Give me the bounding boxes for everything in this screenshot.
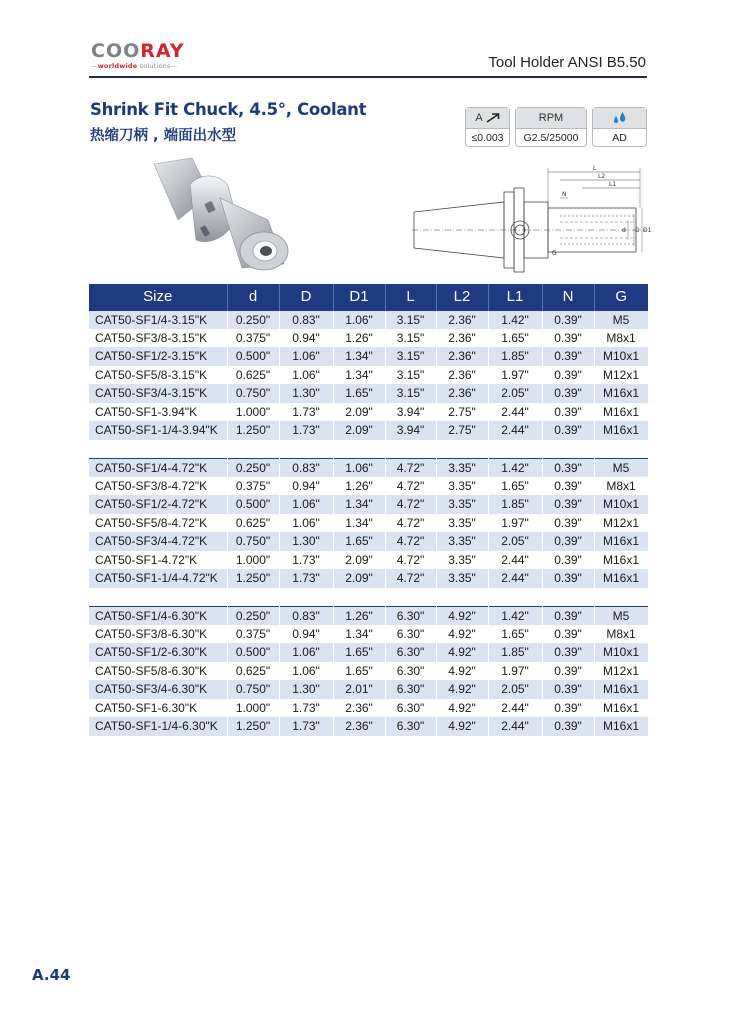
table-row [89,551,648,570]
column-header: D1 [333,284,385,310]
value-cell: 1.06" [279,514,333,533]
value-cell: 1.97" [488,662,542,681]
value-cell: 4.92" [436,680,488,699]
value-cell: 6.30" [385,717,436,736]
value-cell: 0.625" [227,366,279,385]
value-cell: 0.39" [542,680,594,699]
value-cell: 6.30" [385,643,436,662]
value-cell: 1.26" [333,477,385,496]
value-cell: 3.35" [436,477,488,496]
drawing-label-L: L [593,165,597,172]
size-cell: CAT50-SF1/4-4.72"K [89,458,227,477]
value-cell: 1.06" [279,347,333,366]
value-cell: 0.39" [542,403,594,422]
value-cell: 2.44" [488,421,542,440]
value-cell: 2.36" [333,717,385,736]
value-cell: 1.73" [279,403,333,422]
value-cell: M5 [594,458,648,477]
value-cell: 2.75" [436,421,488,440]
value-cell: 1.000" [227,403,279,422]
value-cell: M16x1 [594,569,648,588]
value-cell: 1.06" [279,643,333,662]
value-cell: 6.30" [385,699,436,718]
value-cell: 4.92" [436,717,488,736]
spacer-cell [89,588,648,607]
value-cell: M16x1 [594,421,648,440]
value-cell: 4.92" [436,606,488,625]
coolant-value: AD [593,128,646,147]
value-cell: 1.000" [227,551,279,570]
value-cell: 0.39" [542,458,594,477]
table-row [89,532,648,551]
size-cell: CAT50-SF1-6.30"K [89,699,227,718]
drawing-label-N: N [562,191,567,198]
column-header: L1 [488,284,542,310]
value-cell: 3.35" [436,569,488,588]
value-cell: 1.34" [333,347,385,366]
value-cell: 0.83" [279,458,333,477]
value-cell: 4.72" [385,532,436,551]
drawing-label-G: G [552,250,557,257]
coolant-badge [592,107,647,147]
column-header: Size [89,284,227,310]
value-cell: M16x1 [594,680,648,699]
value-cell: 1.97" [488,366,542,385]
value-cell: 2.36" [436,329,488,348]
column-header: d [227,284,279,310]
value-cell: 0.500" [227,495,279,514]
value-cell: 4.72" [385,477,436,496]
size-cell: CAT50-SF1/2-4.72"K [89,495,227,514]
value-cell: 1.06" [279,662,333,681]
value-cell: 0.375" [227,329,279,348]
value-cell: 6.30" [385,606,436,625]
value-cell: M16x1 [594,717,648,736]
column-header: N [542,284,594,310]
size-cell: CAT50-SF1-1/4-6.30"K [89,717,227,736]
value-cell: 3.15" [385,329,436,348]
value-cell: 2.05" [488,680,542,699]
value-cell: 4.72" [385,458,436,477]
value-cell: M12x1 [594,662,648,681]
size-cell: CAT50-SF1-3.94"K [89,403,227,422]
value-cell: 4.92" [436,625,488,644]
value-cell: 1.34" [333,366,385,385]
value-cell: M5 [594,310,648,329]
rpm-label: RPM [516,108,586,128]
size-cell: CAT50-SF5/8-3.15"K [89,366,227,385]
column-header: D [279,284,333,310]
value-cell: 0.39" [542,495,594,514]
value-cell: 0.39" [542,421,594,440]
table-row [89,625,648,644]
value-cell: 1.06" [279,366,333,385]
value-cell: 4.92" [436,643,488,662]
value-cell: M5 [594,606,648,625]
table-header-row [89,284,648,310]
value-cell: 1.34" [333,495,385,514]
table-row [89,717,648,736]
table-row [89,569,648,588]
size-cell: CAT50-SF1/2-6.30"K [89,643,227,662]
value-cell: 1.73" [279,717,333,736]
value-cell: 1.000" [227,699,279,718]
value-cell: 0.39" [542,310,594,329]
value-cell: 2.36" [436,347,488,366]
value-cell: 1.65" [488,625,542,644]
value-cell: 1.65" [488,477,542,496]
size-cell: CAT50-SF3/8-3.15"K [89,329,227,348]
company-logo [91,42,203,72]
value-cell: 6.30" [385,662,436,681]
value-cell: 0.39" [542,514,594,533]
header-divider [89,76,647,78]
value-cell: 0.250" [227,458,279,477]
value-cell: M16x1 [594,532,648,551]
value-cell: 0.39" [542,532,594,551]
accuracy-badge [465,107,510,147]
value-cell: 1.85" [488,495,542,514]
size-cell: CAT50-SF5/8-4.72"K [89,514,227,533]
size-cell: CAT50-SF1-1/4-3.94"K [89,421,227,440]
size-cell: CAT50-SF1-4.72"K [89,551,227,570]
value-cell: 0.39" [542,551,594,570]
value-cell: M8x1 [594,329,648,348]
value-cell: M10x1 [594,495,648,514]
value-cell: 2.09" [333,421,385,440]
value-cell: 4.92" [436,662,488,681]
value-cell: 0.39" [542,477,594,496]
value-cell: 0.39" [542,662,594,681]
column-header: G [594,284,648,310]
value-cell: M12x1 [594,366,648,385]
value-cell: 0.39" [542,366,594,385]
logo-tagline: —worldwide solutions— [91,62,178,70]
spec-table [89,284,649,736]
value-cell: 0.39" [542,699,594,718]
value-cell: 2.36" [436,366,488,385]
value-cell: 1.06" [279,495,333,514]
page-title: Tool Holder ANSI B5.50 [488,54,646,71]
value-cell: 1.250" [227,421,279,440]
value-cell: 0.39" [542,643,594,662]
page-number: A.44 [32,966,71,984]
value-cell: M16x1 [594,551,648,570]
value-cell: M12x1 [594,514,648,533]
value-cell: 1.65" [333,532,385,551]
value-cell: 1.34" [333,514,385,533]
value-cell: 2.36" [436,310,488,329]
value-cell: 1.06" [333,310,385,329]
table-row [89,477,648,496]
value-cell: 2.44" [488,403,542,422]
value-cell: M8x1 [594,477,648,496]
value-cell: 0.750" [227,680,279,699]
table-row [89,495,648,514]
value-cell: 1.65" [333,384,385,403]
table-row [89,458,648,477]
value-cell: 1.250" [227,569,279,588]
value-cell: 1.30" [279,532,333,551]
value-cell: 0.83" [279,310,333,329]
size-cell: CAT50-SF3/4-3.15"K [89,384,227,403]
value-cell: 0.94" [279,625,333,644]
value-cell: 2.36" [333,699,385,718]
value-cell: 0.39" [542,569,594,588]
value-cell: 3.94" [385,403,436,422]
size-cell: CAT50-SF3/8-4.72"K [89,477,227,496]
value-cell: 2.09" [333,551,385,570]
table-row [89,366,648,385]
value-cell: 1.30" [279,680,333,699]
value-cell: 6.30" [385,680,436,699]
value-cell: 2.01" [333,680,385,699]
value-cell: 1.06" [333,458,385,477]
size-cell: CAT50-SF1/4-3.15"K [89,310,227,329]
value-cell: 1.65" [488,329,542,348]
value-cell: 0.250" [227,606,279,625]
value-cell: 2.09" [333,403,385,422]
value-cell: 1.42" [488,606,542,625]
table-row [89,421,648,440]
table-row [89,699,648,718]
drawing-label-L1: L1 [609,181,617,188]
size-cell: CAT50-SF3/4-6.30"K [89,680,227,699]
value-cell: 0.94" [279,477,333,496]
value-cell: 0.500" [227,347,279,366]
value-cell: 0.94" [279,329,333,348]
value-cell: M16x1 [594,384,648,403]
table-row [89,606,648,625]
value-cell: 3.35" [436,514,488,533]
table-row [89,680,648,699]
product-title-en: Shrink Fit Chuck, 4.5°, Coolant [90,100,367,119]
value-cell: 0.625" [227,662,279,681]
rpm-value: G2.5/25000 [516,128,586,147]
value-cell: M16x1 [594,403,648,422]
column-header: L [385,284,436,310]
value-cell: 2.05" [488,532,542,551]
value-cell: 0.500" [227,643,279,662]
table-row [89,347,648,366]
size-cell: CAT50-SF5/8-6.30"K [89,662,227,681]
drawing-label-d: d [622,227,626,234]
value-cell: 3.35" [436,458,488,477]
accuracy-label: A [475,112,483,124]
technical-drawing [410,158,650,278]
size-cell: CAT50-SF1/4-6.30"K [89,606,227,625]
table-row [89,384,648,403]
value-cell: 3.15" [385,366,436,385]
table-row [89,403,648,422]
size-cell: CAT50-SF3/8-6.30"K [89,625,227,644]
value-cell: 1.65" [333,643,385,662]
value-cell: M8x1 [594,625,648,644]
column-header: L2 [436,284,488,310]
value-cell: M10x1 [594,643,648,662]
table-row [89,514,648,533]
group-spacer [89,440,648,459]
value-cell: 3.35" [436,532,488,551]
value-cell: 1.73" [279,699,333,718]
value-cell: 1.73" [279,421,333,440]
accuracy-value: ≤0.003 [466,128,509,147]
value-cell: 2.05" [488,384,542,403]
value-cell: 2.44" [488,569,542,588]
value-cell: 4.72" [385,551,436,570]
value-cell: 2.36" [436,384,488,403]
value-cell: 0.83" [279,606,333,625]
value-cell: 1.26" [333,329,385,348]
value-cell: 0.625" [227,514,279,533]
value-cell: 6.30" [385,625,436,644]
value-cell: 1.73" [279,569,333,588]
logo-wordmark: COORAY [91,40,185,62]
value-cell: 3.35" [436,551,488,570]
value-cell: 1.73" [279,551,333,570]
table-row [89,643,648,662]
value-cell: 3.94" [385,421,436,440]
product-photo [150,150,298,280]
value-cell: 1.85" [488,347,542,366]
value-cell: 0.39" [542,606,594,625]
group-spacer [89,588,648,607]
value-cell: 0.750" [227,532,279,551]
drawing-label-D: D [635,227,640,234]
spacer-cell [89,440,648,459]
value-cell: 1.26" [333,606,385,625]
value-cell: 4.92" [436,699,488,718]
table-row [89,329,648,348]
value-cell: 4.72" [385,495,436,514]
value-cell: M16x1 [594,699,648,718]
value-cell: 3.35" [436,495,488,514]
runout-arrow-icon [486,113,500,123]
drawing-label-L2: L2 [598,173,606,180]
table-row [89,662,648,681]
value-cell: 1.85" [488,643,542,662]
value-cell: 3.15" [385,347,436,366]
coolant-drops-icon [612,111,628,125]
value-cell: 1.65" [333,662,385,681]
value-cell: 0.375" [227,625,279,644]
value-cell: M10x1 [594,347,648,366]
value-cell: 2.44" [488,551,542,570]
value-cell: 0.39" [542,384,594,403]
value-cell: 3.15" [385,310,436,329]
value-cell: 4.72" [385,514,436,533]
size-cell: CAT50-SF1/2-3.15"K [89,347,227,366]
value-cell: 0.39" [542,347,594,366]
value-cell: 4.72" [385,569,436,588]
value-cell: 0.39" [542,329,594,348]
value-cell: 3.15" [385,384,436,403]
size-cell: CAT50-SF1-1/4-4.72"K [89,569,227,588]
value-cell: 0.250" [227,310,279,329]
value-cell: 2.44" [488,717,542,736]
table-row [89,310,648,329]
value-cell: 0.750" [227,384,279,403]
value-cell: 2.44" [488,699,542,718]
value-cell: 1.250" [227,717,279,736]
value-cell: 2.75" [436,403,488,422]
value-cell: 1.42" [488,458,542,477]
value-cell: 0.39" [542,625,594,644]
value-cell: 1.30" [279,384,333,403]
rpm-badge [515,107,587,147]
drawing-label-D1: D1 [643,227,652,234]
product-title-cn: 热缩刀柄 , 端面出水型 [90,128,237,144]
value-cell: 0.375" [227,477,279,496]
value-cell: 0.39" [542,717,594,736]
size-cell: CAT50-SF3/4-4.72"K [89,532,227,551]
value-cell: 1.97" [488,514,542,533]
value-cell: 1.34" [333,625,385,644]
value-cell: 2.09" [333,569,385,588]
value-cell: 1.42" [488,310,542,329]
